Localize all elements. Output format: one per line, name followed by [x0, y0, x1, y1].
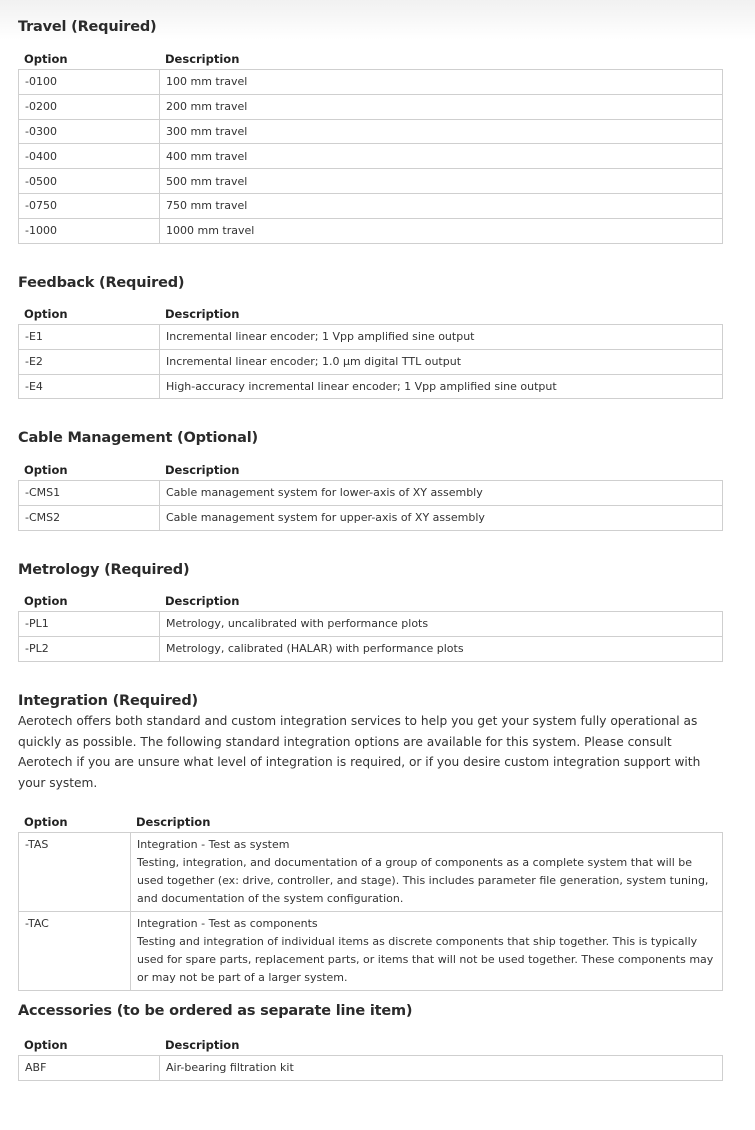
section-title: Accessories (to be ordered as separate line item): [18, 1003, 413, 1019]
description-column-header: Description: [136, 815, 211, 829]
option-code: -1000: [19, 218, 160, 243]
table-header: [18, 591, 723, 611]
table-row: [19, 912, 723, 991]
option-description: Testing and integration of individual items as discrete components that ship together. This is typically used for spare parts, replacement parts, or items that will not be used together. These components may or may not be part of a larger system.: [137, 935, 714, 984]
option-description: High-accuracy incremental linear encoder; 1 Vpp amplified sine output: [160, 374, 723, 399]
travel-section: [18, 17, 723, 244]
option-code: -TAC: [19, 912, 131, 991]
option-code: -E1: [19, 325, 160, 350]
table-row: [19, 169, 723, 194]
option-name: Integration - Test as components: [137, 917, 318, 930]
option-code: -E2: [19, 349, 160, 374]
table-header: [18, 460, 723, 480]
table-row: [19, 349, 723, 374]
option-name: Integration - Test as system: [137, 838, 290, 851]
table-row: [19, 481, 723, 506]
integration-table: [18, 832, 723, 991]
section-title: Cable Management (Optional): [18, 430, 258, 446]
option-description: 750 mm travel: [160, 193, 723, 218]
table-header: [18, 49, 723, 69]
table-row: [19, 612, 723, 637]
table-row: [19, 374, 723, 399]
table-row: [19, 505, 723, 530]
option-column-header: Option: [24, 52, 68, 66]
accessories-table: [18, 1055, 723, 1081]
description-column-header: Description: [165, 594, 240, 608]
option-description: Air-bearing filtration kit: [160, 1056, 723, 1081]
table-row: [19, 70, 723, 95]
section-title: Metrology (Required): [18, 562, 190, 578]
option-column-header: Option: [24, 307, 68, 321]
option-description-cell: [131, 912, 723, 991]
feedback-table: [18, 324, 723, 399]
integration-section: [18, 691, 723, 991]
option-description: Incremental linear encoder; 1.0 µm digital TTL output: [160, 349, 723, 374]
option-code: ABF: [19, 1056, 160, 1081]
metrology-section: [18, 560, 723, 662]
description-column-header: Description: [165, 463, 240, 477]
table-row: [19, 144, 723, 169]
cable-management-section: [18, 428, 723, 531]
option-code: -PL2: [19, 636, 160, 661]
option-code: -PL1: [19, 612, 160, 637]
integration-intro: Aerotech offers both standard and custom integration services to help you get your system fully operational as quickly as possible. The following standard integration options are available for this system. Please consult Aerotech if you are unsure what level of integration is required, or if you desire custom integration support with your system.: [18, 714, 701, 790]
option-description: Cable management system for upper-axis of XY assembly: [160, 505, 723, 530]
metrology-table: [18, 611, 723, 662]
option-description: Testing, integration, and documentation of a group of components as a complete system that will be used together (ex: drive, controller, and stage). This includes parameter file generation, system tuning, and documentation of the system configuration.: [137, 856, 709, 905]
option-code: -0300: [19, 119, 160, 144]
option-description: 500 mm travel: [160, 169, 723, 194]
option-code: -0100: [19, 70, 160, 95]
table-header: [18, 304, 723, 324]
option-description: 300 mm travel: [160, 119, 723, 144]
option-description: Incremental linear encoder; 1 Vpp amplified sine output: [160, 325, 723, 350]
table-row: [19, 833, 723, 912]
option-column-header: Option: [24, 815, 68, 829]
option-description: Metrology, calibrated (HALAR) with performance plots: [160, 636, 723, 661]
feedback-section: [18, 273, 723, 399]
table-row: [19, 94, 723, 119]
accessories-section: [18, 1001, 723, 1081]
option-column-header: Option: [24, 1038, 68, 1052]
option-code: -CMS1: [19, 481, 160, 506]
option-code: -0200: [19, 94, 160, 119]
table-row: [19, 1056, 723, 1081]
option-code: -0400: [19, 144, 160, 169]
option-description: 1000 mm travel: [160, 218, 723, 243]
table-row: [19, 193, 723, 218]
description-column-header: Description: [165, 52, 240, 66]
option-column-header: Option: [24, 594, 68, 608]
option-code: -TAS: [19, 833, 131, 912]
section-title: Integration (Required): [18, 693, 198, 709]
option-description-cell: [131, 833, 723, 912]
option-code: -CMS2: [19, 505, 160, 530]
option-code: -E4: [19, 374, 160, 399]
table-row: [19, 119, 723, 144]
travel-table: [18, 69, 723, 244]
option-code: -0750: [19, 193, 160, 218]
section-title: Travel (Required): [18, 19, 157, 35]
section-title: Feedback (Required): [18, 275, 185, 291]
option-description: 100 mm travel: [160, 70, 723, 95]
table-row: [19, 325, 723, 350]
cable-management-table: [18, 480, 723, 531]
option-description: 400 mm travel: [160, 144, 723, 169]
option-description: Cable management system for lower-axis of XY assembly: [160, 481, 723, 506]
table-row: [19, 636, 723, 661]
table-header: [18, 812, 723, 832]
option-column-header: Option: [24, 463, 68, 477]
description-column-header: Description: [165, 307, 240, 321]
table-header: [18, 1035, 723, 1055]
description-column-header: Description: [165, 1038, 240, 1052]
table-row: [19, 218, 723, 243]
option-code: -0500: [19, 169, 160, 194]
option-description: Metrology, uncalibrated with performance plots: [160, 612, 723, 637]
option-description: 200 mm travel: [160, 94, 723, 119]
